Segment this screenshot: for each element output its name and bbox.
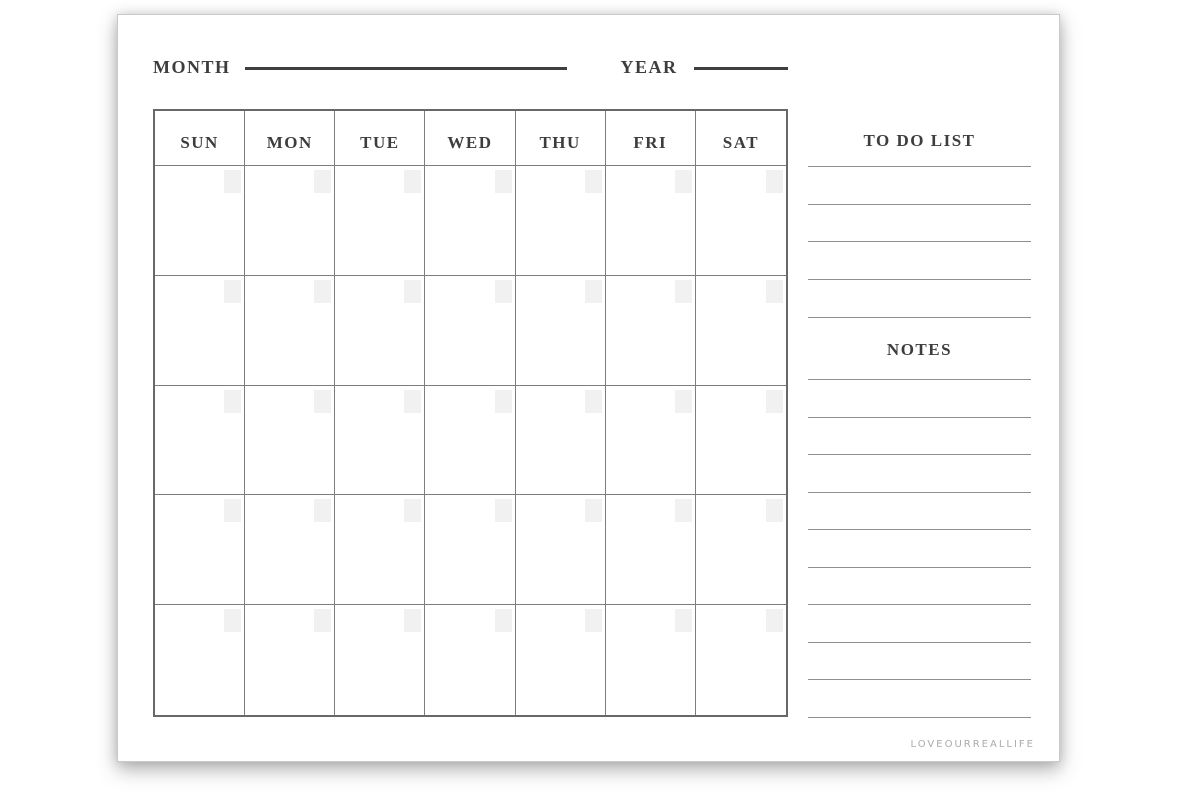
- calendar-cell: [425, 605, 515, 715]
- calendar-cell: [516, 495, 606, 605]
- ruled-line: [808, 679, 1031, 717]
- calendar-cell: [335, 605, 425, 715]
- date-number-box: [495, 170, 512, 193]
- year-label: YEAR: [620, 56, 678, 77]
- ruled-line: [808, 529, 1031, 567]
- date-number-box: [224, 609, 241, 632]
- ruled-line: [808, 454, 1031, 492]
- day-header-sat: SAT: [696, 111, 786, 166]
- date-number-box: [314, 390, 331, 413]
- calendar-cell: [155, 166, 245, 276]
- day-header-sun: SUN: [155, 111, 245, 166]
- date-number-box: [404, 280, 421, 303]
- watermark-text: LOVEOURREALLIFE: [910, 739, 1035, 750]
- ruled-line: [808, 417, 1031, 455]
- date-number-box: [675, 390, 692, 413]
- calendar-cell: [516, 605, 606, 715]
- date-number-box: [404, 499, 421, 522]
- date-number-box: [404, 170, 421, 193]
- calendar-cell: [245, 166, 335, 276]
- month-label: MONTH: [153, 56, 231, 77]
- calendar-cell: [155, 386, 245, 496]
- ruled-line: [808, 604, 1031, 642]
- calendar-cell: [245, 386, 335, 496]
- calendar-cell: [335, 386, 425, 496]
- date-number-box: [585, 499, 602, 522]
- calendar-cell: [696, 605, 786, 715]
- date-number-box: [314, 609, 331, 632]
- calendar-cell: [516, 166, 606, 276]
- date-number-box: [675, 170, 692, 193]
- calendar-cell: [155, 605, 245, 715]
- calendar-cell: [516, 386, 606, 496]
- date-number-box: [585, 170, 602, 193]
- date-number-box: [585, 609, 602, 632]
- calendar-cell: [606, 386, 696, 496]
- calendar-cell: [425, 386, 515, 496]
- calendar-cell: [155, 495, 245, 605]
- date-number-box: [585, 280, 602, 303]
- ruled-line: [808, 279, 1031, 317]
- notes-lines: [808, 379, 1031, 754]
- calendar-cell: [155, 276, 245, 386]
- calendar-cell: [245, 605, 335, 715]
- date-number-box: [675, 280, 692, 303]
- date-number-box: [224, 280, 241, 303]
- calendar-cell: [245, 495, 335, 605]
- year-blank-line: [694, 67, 788, 70]
- notes-title: NOTES: [886, 340, 953, 359]
- calendar-cell: [696, 166, 786, 276]
- ruled-line: [808, 567, 1031, 605]
- date-number-box: [404, 390, 421, 413]
- month-year-row: [153, 55, 788, 79]
- calendar-cell: [245, 276, 335, 386]
- todo-list-title: TO DO LIST: [863, 131, 976, 150]
- date-number-box: [224, 499, 241, 522]
- calendar-cell: [606, 605, 696, 715]
- ruled-line: [808, 166, 1031, 204]
- calendar-cell: [335, 166, 425, 276]
- date-number-box: [585, 390, 602, 413]
- day-header-thu: THU: [516, 111, 606, 166]
- ruled-line: [808, 492, 1031, 530]
- calendar-grid: [153, 109, 788, 717]
- calendar-cell: [335, 495, 425, 605]
- month-blank-line: [245, 67, 567, 70]
- todo-lines: [808, 166, 1031, 354]
- calendar-cell: [606, 166, 696, 276]
- calendar-cell: [516, 276, 606, 386]
- date-number-box: [495, 280, 512, 303]
- calendar-cell: [696, 276, 786, 386]
- date-number-box: [314, 170, 331, 193]
- date-number-box: [314, 499, 331, 522]
- day-header-fri: FRI: [606, 111, 696, 166]
- date-number-box: [224, 390, 241, 413]
- date-number-box: [766, 609, 783, 632]
- date-number-box: [766, 390, 783, 413]
- date-number-box: [766, 170, 783, 193]
- date-number-box: [766, 499, 783, 522]
- calendar-cell: [606, 495, 696, 605]
- ruled-line: [808, 379, 1031, 417]
- date-number-box: [224, 170, 241, 193]
- date-number-box: [495, 499, 512, 522]
- date-number-box: [314, 280, 331, 303]
- calendar-cell: [425, 166, 515, 276]
- calendar-cell: [606, 276, 696, 386]
- day-header-wed: WED: [425, 111, 515, 166]
- ruled-line: [808, 241, 1031, 279]
- calendar-sheet: [117, 14, 1060, 762]
- date-number-box: [404, 609, 421, 632]
- date-number-box: [495, 609, 512, 632]
- day-header-tue: TUE: [335, 111, 425, 166]
- calendar-cell: [335, 276, 425, 386]
- ruled-line: [808, 642, 1031, 680]
- calendar-cell: [425, 276, 515, 386]
- date-number-box: [766, 280, 783, 303]
- day-header-mon: MON: [245, 111, 335, 166]
- calendar-cell: [425, 495, 515, 605]
- calendar-cell: [696, 386, 786, 496]
- calendar-cell: [696, 495, 786, 605]
- date-number-box: [495, 390, 512, 413]
- ruled-line: [808, 204, 1031, 242]
- date-number-box: [675, 609, 692, 632]
- date-number-box: [675, 499, 692, 522]
